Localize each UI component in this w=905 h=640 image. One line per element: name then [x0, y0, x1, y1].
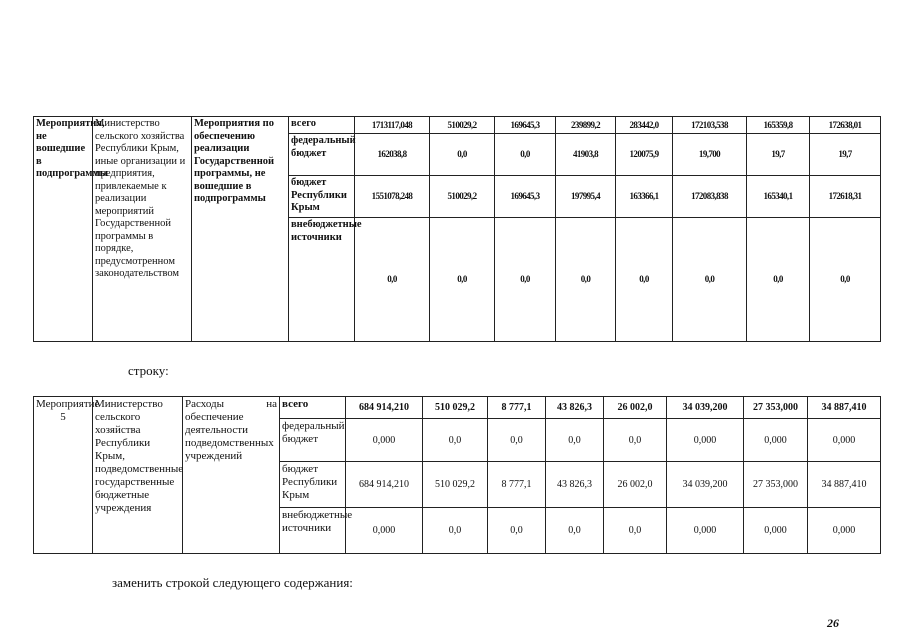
t2-cell: 43 826,3 [546, 397, 604, 419]
t2-cell: 8 777,1 [488, 397, 546, 419]
t2-cell: 0,0 [423, 419, 488, 462]
t1-cell: 0,0 [556, 218, 616, 342]
t1-cell: 197995,4 [556, 176, 616, 218]
t1-cell: 0,0 [355, 218, 430, 342]
t2-cell: 510 029,2 [423, 462, 488, 508]
t1-cell: 163366,1 [616, 176, 673, 218]
caption-replace-instruction: заменить строкой следующего содержания: [112, 575, 353, 590]
t1-activity-cell: Мероприятия, не вошедшие в подпрограммы [34, 117, 93, 342]
t2-activity-cell: Мероприятие 5 [34, 397, 93, 554]
t1-cell: 19,7 [747, 134, 810, 176]
t2-source-total: всего [280, 397, 346, 419]
t2-cell: 0,000 [667, 419, 744, 462]
t2-cell: 34 039,200 [667, 397, 744, 419]
t2-cell: 0,000 [667, 508, 744, 554]
t2-cell: 27 353,000 [744, 397, 808, 419]
t2-cell: 26 002,0 [604, 462, 667, 508]
t2-cell: 0,0 [604, 419, 667, 462]
t2-cell: 34 039,200 [667, 462, 744, 508]
t2-cell: 0,000 [346, 508, 423, 554]
t1-source-regional: бюджет Республики Крым [289, 176, 355, 218]
t2-executor-cell: Министерство сельского хозяйства Республики Крым, подведомственные государственные бюджетные учреждения [93, 397, 183, 554]
t1-cell: 19,7 [810, 134, 881, 176]
caption-row-label: строку: [128, 363, 169, 378]
t1-source-extrabudget: внебюджетные источники [289, 218, 355, 342]
t1-cell: 172083,838 [673, 176, 747, 218]
t1-cell: 0,0 [495, 218, 556, 342]
t2-cell: 0,0 [546, 419, 604, 462]
t2-source-federal: федеральный бюджет [280, 419, 346, 462]
t1-cell: 120075,9 [616, 134, 673, 176]
t1-cell: 165340,1 [747, 176, 810, 218]
t1-source-total: всего [289, 117, 355, 134]
t1-cell: 0,0 [495, 134, 556, 176]
t1-cell: 172103,538 [673, 117, 747, 134]
t1-cell: 510029,2 [430, 176, 495, 218]
t1-cell: 1713117,048 [355, 117, 430, 134]
table-current-row [33, 116, 881, 342]
t2-source-extrabudget: внебюджетные источники [280, 508, 346, 554]
t1-cell: 169645,3 [495, 117, 556, 134]
t2-cell: 0,0 [423, 508, 488, 554]
t1-cell: 0,0 [810, 218, 881, 342]
t2-cell: 0,0 [546, 508, 604, 554]
t2-cell: 0,0 [604, 508, 667, 554]
t1-cell: 1551078,248 [355, 176, 430, 218]
t2-cell: 684 914,210 [346, 397, 423, 419]
t1-cell: 169645,3 [495, 176, 556, 218]
t1-executor-cell: Министерство сельского хозяйства Республики Крым, иные организации и предприятия, привлекаемые к реализации мероприятий Государственной программы в порядке, предусмотренном законодательством [93, 117, 192, 342]
table-replacement-row [33, 396, 881, 554]
t1-cell: 19,700 [673, 134, 747, 176]
page-number: 26 [827, 616, 839, 630]
t1-cell: 283442,0 [616, 117, 673, 134]
t2-cell: 0,0 [488, 508, 546, 554]
t1-cell: 239899,2 [556, 117, 616, 134]
t1-cell: 0,0 [430, 218, 495, 342]
t2-cell: 0,000 [346, 419, 423, 462]
t1-cell: 172638,01 [810, 117, 881, 134]
t2-description-cell: Расходы на обеспечение деятельности подведомственных учреждений [183, 397, 280, 554]
t2-source-regional: бюджет Республики Крым [280, 462, 346, 508]
t1-cell: 172618,31 [810, 176, 881, 218]
t2-cell: 27 353,000 [744, 462, 808, 508]
t1-cell: 0,0 [747, 218, 810, 342]
t2-cell: 0,000 [744, 508, 808, 554]
t2-cell: 43 826,3 [546, 462, 604, 508]
t2-cell: 0,000 [808, 508, 881, 554]
t1-cell: 510029,2 [430, 117, 495, 134]
t2-cell: 8 777,1 [488, 462, 546, 508]
t2-cell: 34 887,410 [808, 462, 881, 508]
t1-cell: 0,0 [616, 218, 673, 342]
t2-cell: 0,000 [744, 419, 808, 462]
t1-cell: 165359,8 [747, 117, 810, 134]
t1-cell: 0,0 [673, 218, 747, 342]
t1-cell: 41903,8 [556, 134, 616, 176]
t1-source-federal: федеральный бюджет [289, 134, 355, 176]
t2-cell: 26 002,0 [604, 397, 667, 419]
t1-cell: 162038,8 [355, 134, 430, 176]
t1-description-cell: Мероприятия по обеспечению реализации Государственной программы, не вошедшие в подпрограммы [192, 117, 289, 342]
t2-cell: 0,0 [488, 419, 546, 462]
t1-cell: 0,0 [430, 134, 495, 176]
t2-cell: 34 887,410 [808, 397, 881, 419]
t2-cell: 510 029,2 [423, 397, 488, 419]
t2-cell: 0,000 [808, 419, 881, 462]
t2-cell: 684 914,210 [346, 462, 423, 508]
